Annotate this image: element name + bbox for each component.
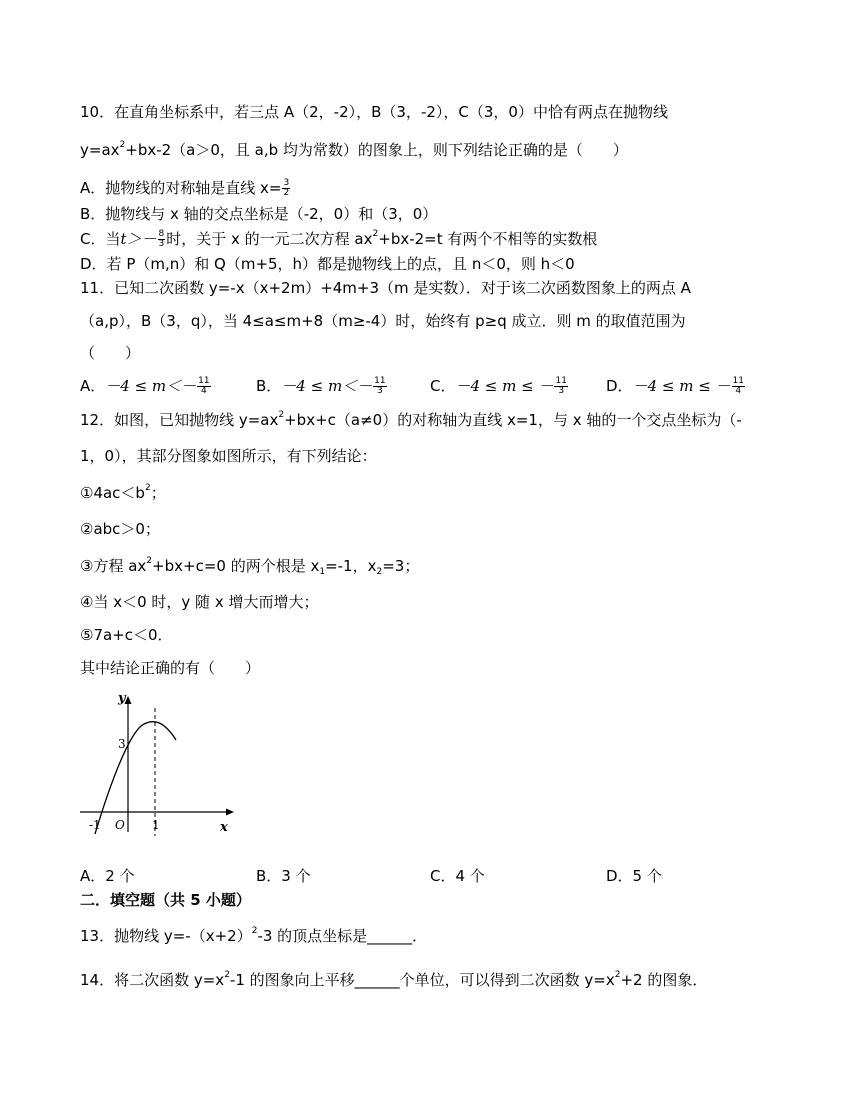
option-fraction bbox=[732, 377, 745, 396]
c3-sub2: 2 bbox=[376, 567, 383, 577]
q12-line1-b: +bx+c（a≠0）的对称轴为直线 x=1，与 x 轴的一个交点坐标为（- bbox=[284, 411, 742, 429]
fraction-numerator: 11 bbox=[555, 376, 567, 386]
option-label: B． bbox=[256, 377, 282, 395]
q10-option-b: B．抛物线与 x 轴的交点坐标是（-2，0）和（3，0） bbox=[80, 205, 438, 223]
section-title: 二．填空题（共 5 小题） bbox=[80, 891, 251, 909]
option-label: D． bbox=[606, 377, 633, 395]
q12-line2: 1，0），其部分图象如图所示，有下列结论： bbox=[80, 447, 377, 465]
parabola-graph bbox=[78, 686, 248, 836]
q14-sup2: 2 bbox=[614, 970, 621, 980]
q10-option-a bbox=[80, 178, 291, 198]
fraction-denominator: 3 bbox=[377, 386, 383, 396]
q10-line2-a: y=ax bbox=[80, 141, 120, 159]
fraction-numerator: 11 bbox=[374, 376, 386, 386]
q12-option-a: A．2 个 bbox=[80, 867, 135, 885]
q10-option-d: D．若 P（m,n）和 Q（m+5，h）都是抛物线上的点，且 n＜0，则 h＜0 bbox=[80, 255, 575, 273]
q13-answer-blank[interactable]: ______ bbox=[367, 927, 413, 945]
q14-answer-blank[interactable]: ______ bbox=[354, 971, 400, 989]
q12-line1-a: 12．如图，已知抛物线 y=ax bbox=[80, 411, 279, 429]
q14-text-b: -1 的图象向上平移 bbox=[229, 971, 355, 989]
c3-sup: 2 bbox=[146, 556, 153, 566]
q10-option-c-post: +bx-2=t 有两个不相等的实数根 bbox=[378, 230, 598, 248]
q12-question: 其中结论正确的有（ ） bbox=[80, 659, 261, 677]
q14-text-a: 14．将二次函数 y=x bbox=[80, 971, 225, 989]
q13-text-a: 13．抛物线 y=-（x+2） bbox=[80, 927, 252, 945]
q12-line1-sup: 2 bbox=[278, 410, 285, 420]
option-fraction bbox=[197, 377, 210, 396]
q12-conclusion-3 bbox=[80, 556, 419, 576]
fraction-denominator: 3 bbox=[158, 239, 165, 249]
q12-option-b: B．3 个 bbox=[256, 867, 311, 885]
fraction-numerator: 8 bbox=[158, 229, 165, 239]
q11-line1: 11．已知二次函数 y=-x（x+2m）+4m+3（m 是实数）．对于该二次函数图象上的两点 A bbox=[80, 279, 691, 297]
q12-conclusion-1 bbox=[80, 483, 166, 503]
q10-option-a-fraction bbox=[282, 179, 290, 198]
q14-line bbox=[80, 970, 707, 990]
c3-a: ③方程 ax bbox=[80, 557, 147, 575]
option-fraction bbox=[554, 377, 567, 396]
q10-option-a-text: A．抛物线的对称轴是直线 x= bbox=[80, 179, 282, 197]
q10-option-c-fraction bbox=[158, 230, 166, 249]
q11-option-b bbox=[256, 376, 388, 396]
c1-b: ； bbox=[150, 484, 166, 502]
q12-line1 bbox=[80, 410, 742, 430]
q12-option-c: C．4 个 bbox=[430, 867, 485, 885]
option-expr: －4 ≤ m＜－ bbox=[281, 377, 373, 395]
option-fraction bbox=[373, 377, 386, 396]
q14-sup1: 2 bbox=[224, 970, 230, 980]
option-label: A． bbox=[80, 377, 106, 395]
q12-option-d: D．5 个 bbox=[606, 867, 662, 885]
q11-line3: （ ） bbox=[80, 344, 141, 362]
q13-line bbox=[80, 926, 427, 946]
c3-c: =-1，x bbox=[325, 557, 377, 575]
q12-conclusion-5: ⑤7a+c＜0． bbox=[80, 626, 173, 644]
q12-conclusion-4: ④当 x＜0 时，y 随 x 增大而增大； bbox=[80, 593, 319, 611]
option-expr: －4 ≤ m＜－ bbox=[105, 377, 197, 395]
c3-d: =3； bbox=[382, 557, 420, 575]
q13-text-b: -3 的顶点坐标是 bbox=[257, 927, 368, 945]
tick-label-neg1: -1 bbox=[89, 818, 101, 832]
fraction-denominator: 4 bbox=[735, 386, 742, 396]
option-expr: －4 ≤ m ≤ － bbox=[455, 377, 554, 395]
q10-option-c-pre: C．当 bbox=[80, 230, 121, 248]
c3-sub1: 1 bbox=[319, 567, 326, 577]
q14-text-c: 个单位，可以得到二次函数 y=x bbox=[399, 971, 615, 989]
tick-label-3: 3 bbox=[118, 737, 126, 751]
fraction-denominator: 2 bbox=[283, 188, 290, 198]
fraction-numerator: 3 bbox=[283, 178, 290, 188]
c1-a: ①4ac＜b bbox=[80, 484, 145, 502]
fraction-denominator: 3 bbox=[558, 386, 565, 396]
q14-text-d: +2 的图象． bbox=[620, 971, 708, 989]
q10-line1: 10．在直角坐标系中，若三点 A（2，-2），B（3，-2），C（3，0）中恰有两点在抛物线 bbox=[80, 103, 668, 121]
q13-text-c: ． bbox=[412, 927, 428, 945]
x-axis-label: x bbox=[220, 820, 228, 835]
y-axis-label: y bbox=[118, 691, 126, 706]
parabola-curve bbox=[95, 722, 176, 834]
q11-line2: （a,p），B（3，q），当 4≤a≤m+8（m≥-4）时，始终有 p≥q 成立．则 m 的取值范围为 bbox=[80, 312, 686, 330]
fraction-numerator: 11 bbox=[732, 376, 744, 386]
c3-b: +bx+c=0 的两个根是 x bbox=[152, 557, 320, 575]
fraction-denominator: 4 bbox=[201, 386, 207, 396]
q10-line2 bbox=[80, 140, 628, 160]
x-axis-arrow bbox=[226, 809, 234, 816]
q11-option-a bbox=[80, 376, 212, 396]
q10-line2-sup: 2 bbox=[119, 140, 126, 150]
origin-label: O bbox=[115, 818, 125, 832]
tick-label-1: 1 bbox=[152, 818, 160, 832]
q10-option-c-math: t＞－ bbox=[120, 230, 157, 248]
q10-option-c-sup: 2 bbox=[372, 229, 379, 239]
option-label: C． bbox=[430, 377, 456, 395]
q10-option-c-mid: 时，关于 x 的一元二次方程 ax bbox=[166, 230, 373, 248]
q12-conclusion-2: ②abc＞0； bbox=[80, 520, 160, 538]
q11-option-c bbox=[430, 376, 569, 396]
q13-sup: 2 bbox=[251, 926, 258, 936]
q10-option-c bbox=[80, 229, 597, 249]
q11-option-d bbox=[606, 376, 746, 396]
option-expr: －4 ≤ m ≤ － bbox=[632, 377, 731, 395]
c1-sup: 2 bbox=[144, 483, 151, 493]
fraction-numerator: 11 bbox=[198, 376, 210, 386]
q10-line2-b: +bx-2（a＞0，且 a,b 均为常数）的图象上，则下列结论正确的是（ ） bbox=[125, 141, 628, 159]
